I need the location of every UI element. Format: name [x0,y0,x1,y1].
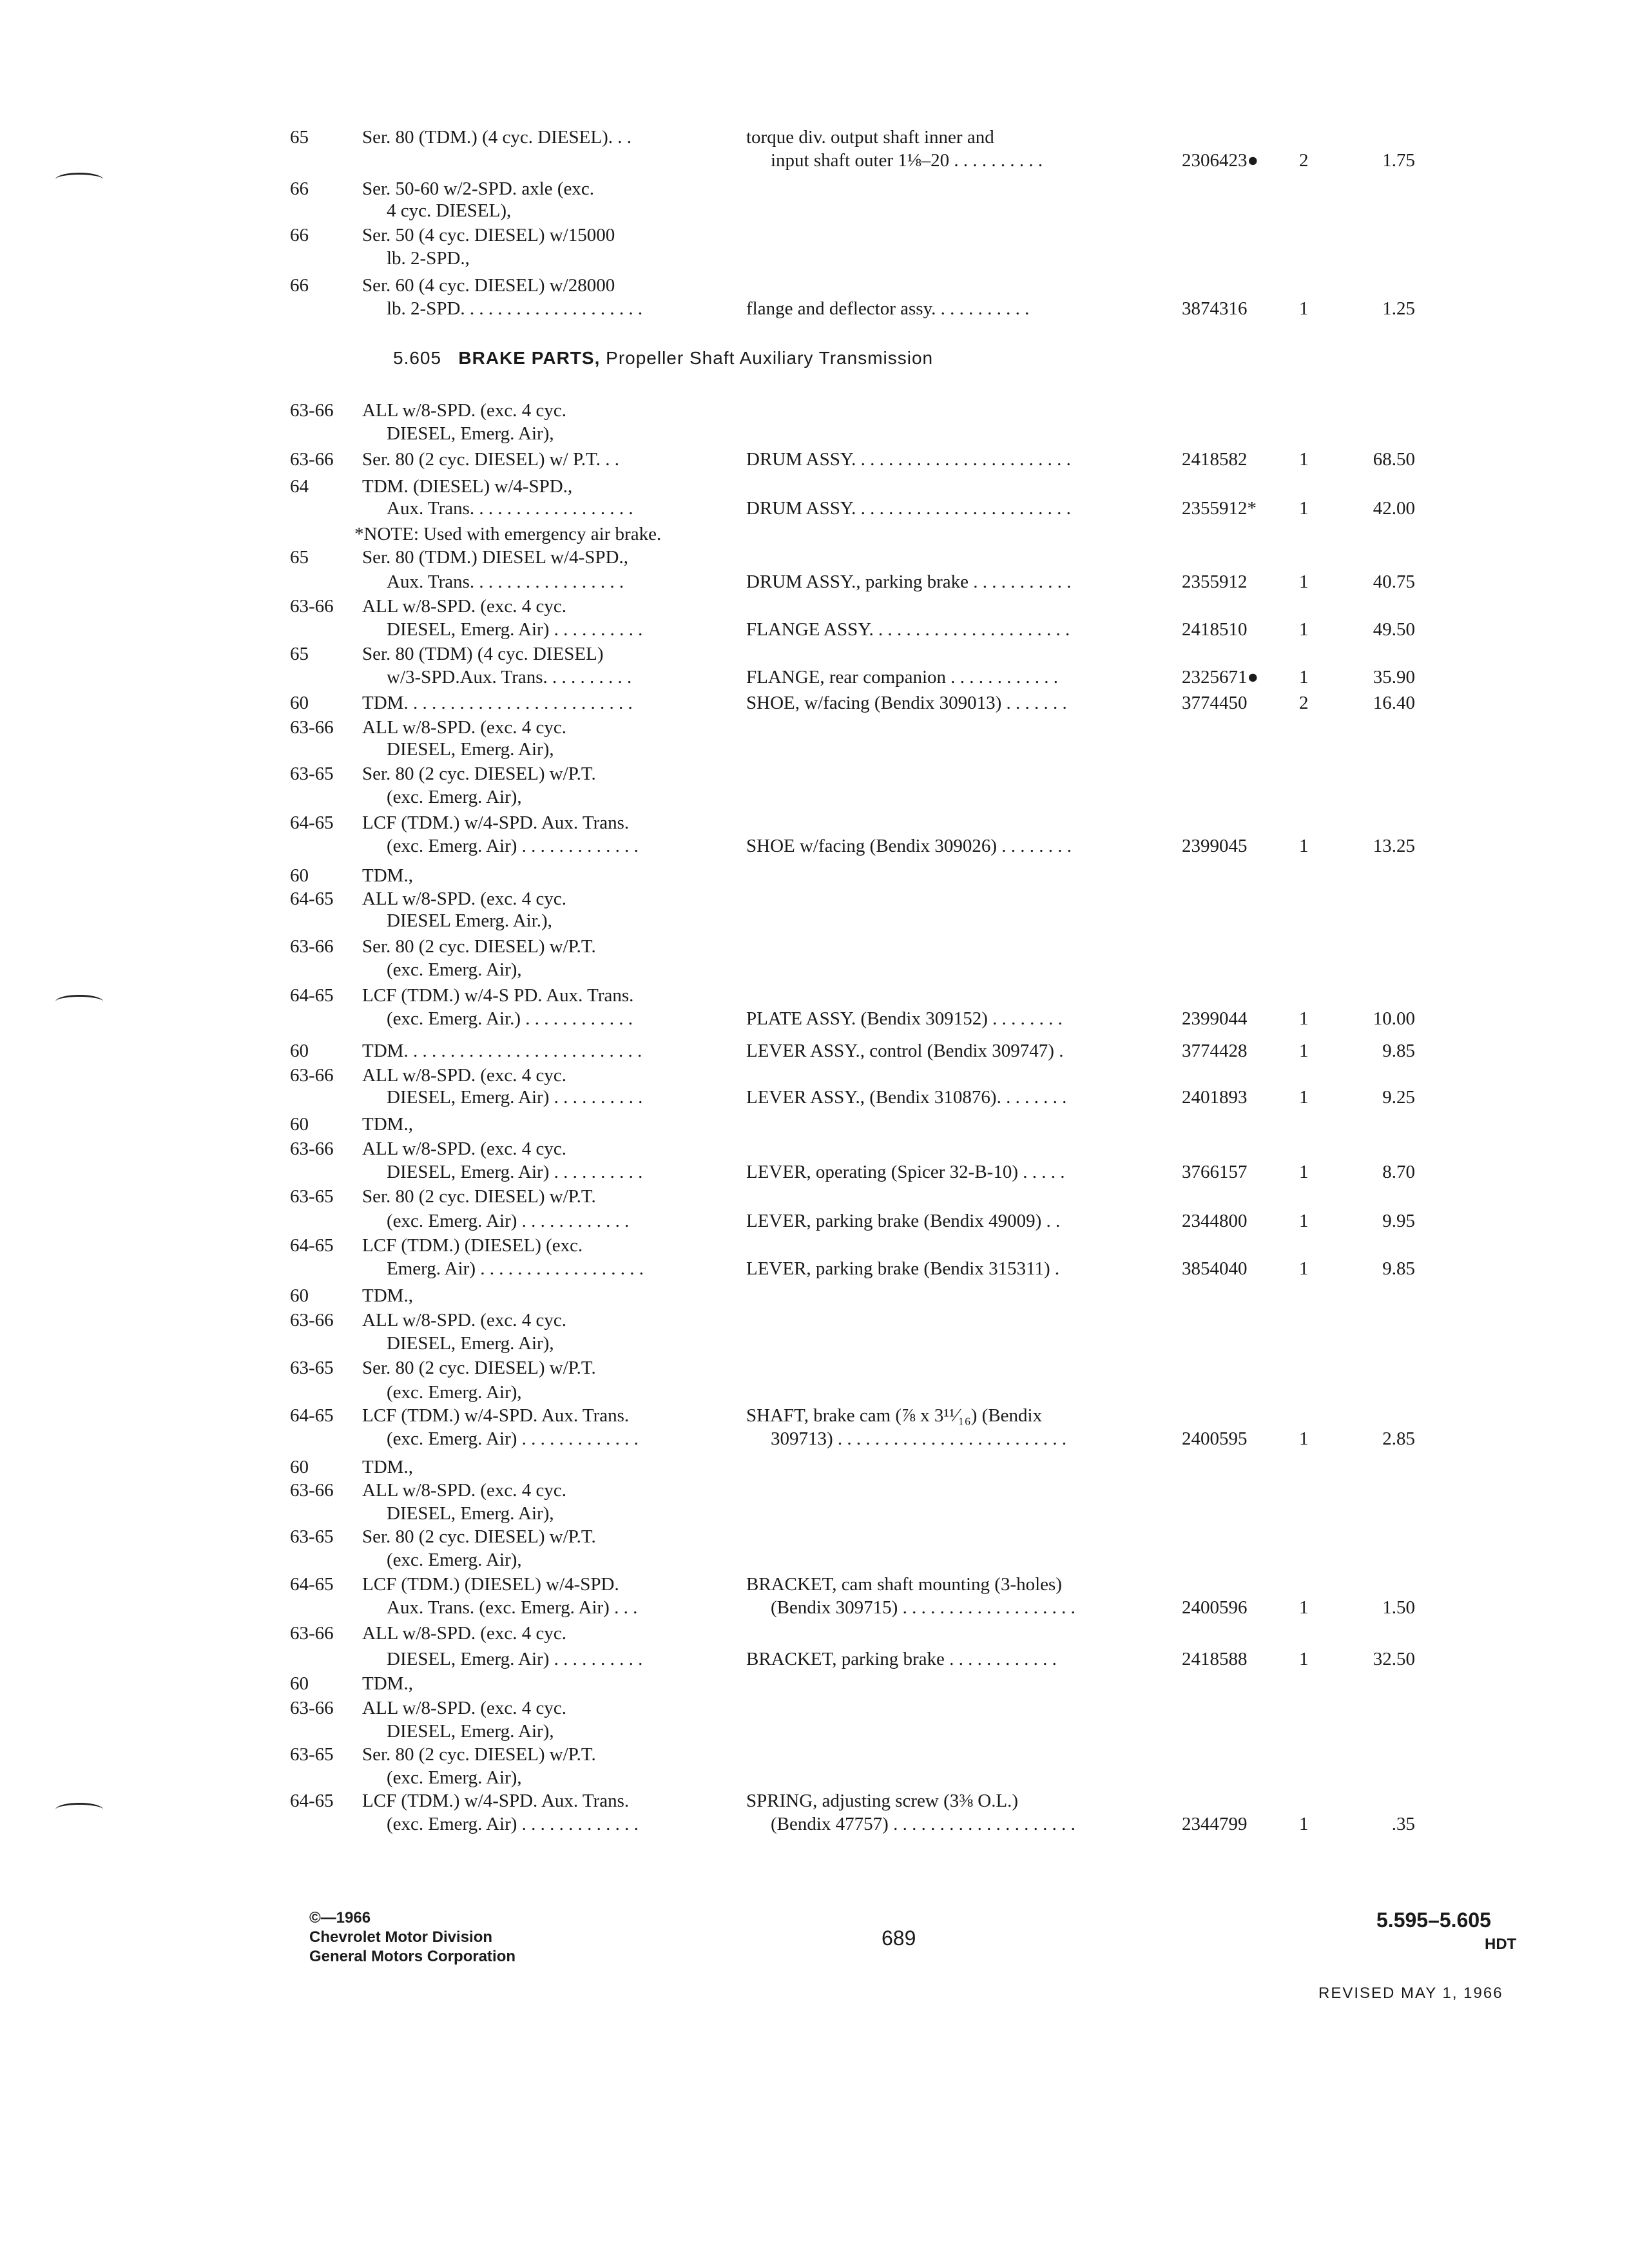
year: 66 [290,178,309,199]
applicability: Ser. 60 (4 cyc. DIESEL) w/28000 [362,275,615,296]
quantity: 1 [1299,498,1309,519]
applicability-continued: (exc. Emerg. Air), [387,1550,522,1570]
year: 64-65 [290,812,334,833]
applicability: ALL w/8-SPD. (exc. 4 cyc. [362,596,567,617]
year: 63-65 [290,764,334,784]
punch-hole-mark [55,173,103,186]
quantity: 1 [1299,298,1309,319]
year: 64-65 [290,1791,334,1811]
punch-hole-mark [55,995,103,1008]
quantity: 1 [1299,1814,1309,1834]
revised-date: REVISED MAY 1, 1966 [1318,1984,1503,2002]
year: 64-65 [290,985,334,1006]
description: LEVER, parking brake (Bendix 49009) . . [746,1211,1061,1231]
price: 1.25 [1382,298,1415,319]
applicability: TDM. . . . . . . . . . . . . . . . . . . . . . . . . . [362,1041,642,1061]
year: 63-66 [290,400,334,421]
year: 63-66 [290,596,334,617]
punch-hole-mark [55,1803,103,1816]
year: 60 [290,1457,309,1477]
applicability: Ser. 80 (TDM) (4 cyc. DIESEL) [362,644,604,664]
part-number: 2400595 [1182,1428,1248,1449]
year: 63-66 [290,1139,334,1159]
year: 60 [290,1041,309,1061]
price: 40.75 [1373,572,1415,592]
description: PLATE ASSY. (Bendix 309152) . . . . . . . . [746,1008,1063,1029]
price: 32.50 [1373,1649,1415,1669]
description-continued: input shaft outer 1⅛–20 . . . . . . . . . . [771,150,1043,171]
part-number: 3774450 [1182,693,1248,713]
part-number: 2306423● [1182,150,1259,171]
applicability-continued: DIESEL, Emerg. Air), [387,423,554,444]
quantity: 1 [1299,449,1309,470]
price: 13.25 [1373,836,1415,856]
applicability: LCF (TDM.) w/4-S PD. Aux. Trans. [362,985,634,1006]
description: LEVER, operating (Spicer 32-B-10) . . . . . [746,1162,1065,1182]
quantity: 1 [1299,1041,1309,1061]
price: 9.85 [1382,1041,1415,1061]
part-number: 3874316 [1182,298,1248,319]
price: 9.95 [1382,1211,1415,1231]
description: SHOE, w/facing (Bendix 309013) . . . . . . . [746,693,1067,713]
year: 63-66 [290,1065,334,1086]
year: 63-66 [290,936,334,957]
year: 60 [290,693,309,713]
description: FLANGE, rear companion . . . . . . . . . . . . [746,667,1059,687]
corporation-name: General Motors Corporation [309,1948,516,1965]
applicability: TDM., [362,1457,413,1477]
description-continued: 309713) . . . . . . . . . . . . . . . . . . . . . . . . . [771,1428,1067,1449]
applicability-continued: DIESEL, Emerg. Air) . . . . . . . . . . [387,1162,643,1182]
applicability-continued: 4 cyc. DIESEL), [387,200,512,221]
price: 9.25 [1382,1087,1415,1108]
quantity: 1 [1299,1597,1309,1618]
year: 65 [290,127,309,148]
description: DRUM ASSY., parking brake . . . . . . . . . . . [746,572,1072,592]
part-number: 2399044 [1182,1008,1248,1029]
applicability: Ser. 80 (2 cyc. DIESEL) w/P.T. [362,764,596,784]
description: flange and deflector assy. . . . . . . . . . . [746,298,1030,319]
page-number: 689 [882,1927,916,1950]
part-number: 2401893 [1182,1087,1248,1108]
applicability: ALL w/8-SPD. (exc. 4 cyc. [362,889,567,909]
year: 65 [290,547,309,568]
applicability-continued: (exc. Emerg. Air) . . . . . . . . . . . . . [387,1814,639,1834]
year: 64-65 [290,1574,334,1595]
part-number: 2344800 [1182,1211,1248,1231]
year: 64-65 [290,1235,334,1256]
part-number: 2344799 [1182,1814,1248,1834]
applicability: LCF (TDM.) w/4-SPD. Aux. Trans. [362,1405,630,1426]
applicability: TDM., [362,1285,413,1306]
quantity: 2 [1299,150,1309,171]
price: 49.50 [1373,619,1415,640]
description-continued: (Bendix 47757) . . . . . . . . . . . . . . . . . . . . [771,1814,1075,1834]
applicability-continued: (exc. Emerg. Air), [387,959,522,980]
section-title: BRAKE PARTS, [458,348,601,368]
price: 42.00 [1373,498,1415,519]
applicability-continued: Emerg. Air) . . . . . . . . . . . . . . . . . . [387,1258,644,1279]
description: LEVER, parking brake (Bendix 315311) . [746,1258,1060,1279]
price: 1.50 [1382,1597,1415,1618]
applicability: Ser. 80 (2 cyc. DIESEL) w/P.T. [362,1526,596,1547]
year: 63-66 [290,1698,334,1718]
part-number: 2399045 [1182,836,1248,856]
year: 64 [290,476,309,497]
applicability: Ser. 80 (2 cyc. DIESEL) w/P.T. [362,1186,596,1207]
quantity: 1 [1299,1428,1309,1449]
part-number: 2355912* [1182,498,1257,519]
applicability-continued: (exc. Emerg. Air), [387,787,522,807]
year: 63-66 [290,1310,334,1331]
applicability: ALL w/8-SPD. (exc. 4 cyc. [362,1310,567,1331]
quantity: 1 [1299,1649,1309,1669]
applicability-continued: (exc. Emerg. Air.) . . . . . . . . . . . . [387,1008,633,1029]
quantity: 1 [1299,667,1309,687]
applicability: Ser. 50 (4 cyc. DIESEL) w/15000 [362,225,615,245]
part-number: 3774428 [1182,1041,1248,1061]
year: 60 [290,1673,309,1694]
applicability-continued: lb. 2-SPD., [387,248,470,269]
year: 63-65 [290,1186,334,1207]
description-continued: (Bendix 309715) . . . . . . . . . . . . . . . . . . . [771,1597,1075,1618]
quantity: 1 [1299,1008,1309,1029]
applicability: LCF (TDM.) (DIESEL) w/4-SPD. [362,1574,619,1595]
year: 66 [290,225,309,245]
description: FLANGE ASSY. . . . . . . . . . . . . . . . . . . . . . [746,619,1070,640]
part-number: 2418582 [1182,449,1248,470]
applicability: TDM. (DIESEL) w/4-SPD., [362,476,573,497]
applicability: ALL w/8-SPD. (exc. 4 cyc. [362,1065,567,1086]
applicability: ALL w/8-SPD. (exc. 4 cyc. [362,1698,567,1718]
part-number: 2355912 [1182,572,1248,592]
year: 63-65 [290,1358,334,1378]
quantity: 1 [1299,1087,1309,1108]
year: 64-65 [290,1405,334,1426]
quantity: 1 [1299,1162,1309,1182]
price: 68.50 [1373,449,1415,470]
year: 63-66 [290,1623,334,1644]
applicability: TDM., [362,1114,413,1135]
applicability-continued: (exc. Emerg. Air), [387,1767,522,1788]
description: BRACKET, cam shaft mounting (3-holes) [746,1574,1062,1595]
footer-publisher [309,1908,516,1966]
applicability-continued: DIESEL, Emerg. Air) . . . . . . . . . . [387,619,643,640]
applicability: ALL w/8-SPD. (exc. 4 cyc. [362,1623,567,1644]
applicability: LCF (TDM.) w/4-SPD. Aux. Trans. [362,812,630,833]
part-number: 2325671● [1182,667,1259,687]
section-number: 5.605 [393,348,442,368]
applicability-continued: DIESEL, Emerg. Air), [387,1503,554,1524]
description: SHOE w/facing (Bendix 309026) . . . . . . . . [746,836,1072,856]
description: LEVER ASSY., (Bendix 310876). . . . . . . . [746,1087,1067,1108]
applicability-continued: (exc. Emerg. Air) . . . . . . . . . . . . . [387,836,639,856]
quantity: 1 [1299,619,1309,640]
applicability-continued: (exc. Emerg. Air) . . . . . . . . . . . . [387,1211,630,1231]
year: 60 [290,865,309,886]
page-code: HDT [1485,1936,1517,1953]
price: 2.85 [1382,1428,1415,1449]
applicability-continued: DIESEL, Emerg. Air), [387,1333,554,1354]
quantity: 1 [1299,1258,1309,1279]
applicability: ALL w/8-SPD. (exc. 4 cyc. [362,717,567,738]
part-number: 3766157 [1182,1162,1248,1182]
year: 63-66 [290,1480,334,1501]
section-subtitle: Propeller Shaft Auxiliary Transmission [606,348,934,368]
quantity: 1 [1299,572,1309,592]
description: LEVER ASSY., control (Bendix 309747) . [746,1041,1064,1061]
note: *NOTE: Used with emergency air brake. [354,524,662,544]
description: SHAFT, brake cam (⅞ x 3¹¹⁄₁₆) (Bendix [746,1405,1043,1426]
applicability-continued: (exc. Emerg. Air) . . . . . . . . . . . . . [387,1428,639,1449]
year: 63-65 [290,1744,334,1765]
applicability-continued: w/3-SPD.Aux. Trans. . . . . . . . . . [387,667,632,687]
price: 35.90 [1373,667,1415,687]
year: 60 [290,1285,309,1306]
price: 10.00 [1373,1008,1415,1029]
applicability: TDM., [362,865,413,886]
applicability-continued: (exc. Emerg. Air), [387,1382,522,1403]
applicability: Ser. 80 (2 cyc. DIESEL) w/ P.T. . . [362,449,619,470]
page-section-range: 5.595–5.605 [1376,1908,1491,1932]
copyright: ©—1966 [309,1909,371,1927]
applicability: Ser. 80 (2 cyc. DIESEL) w/P.T. [362,1358,596,1378]
applicability-continued: Aux. Trans. . . . . . . . . . . . . . . . . [387,572,624,592]
description: DRUM ASSY. . . . . . . . . . . . . . . . . . . . . . . . [746,449,1071,470]
description: DRUM ASSY. . . . . . . . . . . . . . . . . . . . . . . . [746,498,1071,519]
year: 64-65 [290,889,334,909]
quantity: 1 [1299,836,1309,856]
applicability-continued: lb. 2-SPD. . . . . . . . . . . . . . . . . . . . [387,298,643,319]
applicability-continued: Aux. Trans. . . . . . . . . . . . . . . . . . [387,498,633,519]
year: 63-65 [290,1526,334,1547]
description: torque div. output shaft inner and [746,127,994,148]
applicability: ALL w/8-SPD. (exc. 4 cyc. [362,1139,567,1159]
price: 9.85 [1382,1258,1415,1279]
division-name: Chevrolet Motor Division [309,1928,493,1946]
price: .35 [1391,1814,1415,1834]
price: 16.40 [1373,693,1415,713]
quantity: 2 [1299,693,1309,713]
applicability: LCF (TDM.) w/4-SPD. Aux. Trans. [362,1791,630,1811]
year: 63-66 [290,717,334,738]
price: 1.75 [1382,150,1415,171]
applicability: TDM., [362,1673,413,1694]
applicability: ALL w/8-SPD. (exc. 4 cyc. [362,1480,567,1501]
section-heading [393,348,933,369]
applicability: TDM. . . . . . . . . . . . . . . . . . . . . . . . . [362,693,633,713]
applicability: Ser. 80 (TDM.) DIESEL w/4-SPD., [362,547,628,568]
applicability: Ser. 50-60 w/2-SPD. axle (exc. [362,178,595,199]
description: BRACKET, parking brake . . . . . . . . . . . . [746,1649,1057,1669]
year: 65 [290,644,309,664]
applicability: LCF (TDM.) (DIESEL) (exc. [362,1235,583,1256]
applicability: Ser. 80 (2 cyc. DIESEL) w/P.T. [362,1744,596,1765]
year: 63-66 [290,449,334,470]
part-number: 3854040 [1182,1258,1248,1279]
applicability: Ser. 80 (2 cyc. DIESEL) w/P.T. [362,936,596,957]
applicability-continued: DIESEL, Emerg. Air), [387,1721,554,1742]
applicability-continued: Aux. Trans. (exc. Emerg. Air) . . . [387,1597,638,1618]
quantity: 1 [1299,1211,1309,1231]
year: 60 [290,1114,309,1135]
applicability-continued: DIESEL, Emerg. Air) . . . . . . . . . . [387,1649,643,1669]
applicability: ALL w/8-SPD. (exc. 4 cyc. [362,400,567,421]
applicability-continued: DIESEL Emerg. Air.), [387,910,552,931]
price: 8.70 [1382,1162,1415,1182]
applicability-continued: DIESEL, Emerg. Air) . . . . . . . . . . [387,1087,643,1108]
part-number: 2418588 [1182,1649,1248,1669]
applicability-continued: DIESEL, Emerg. Air), [387,739,554,760]
applicability: Ser. 80 (TDM.) (4 cyc. DIESEL). . . [362,127,631,148]
description: SPRING, adjusting screw (3⅜ O.L.) [746,1791,1019,1811]
part-number: 2400596 [1182,1597,1248,1618]
part-number: 2418510 [1182,619,1248,640]
year: 66 [290,275,309,296]
